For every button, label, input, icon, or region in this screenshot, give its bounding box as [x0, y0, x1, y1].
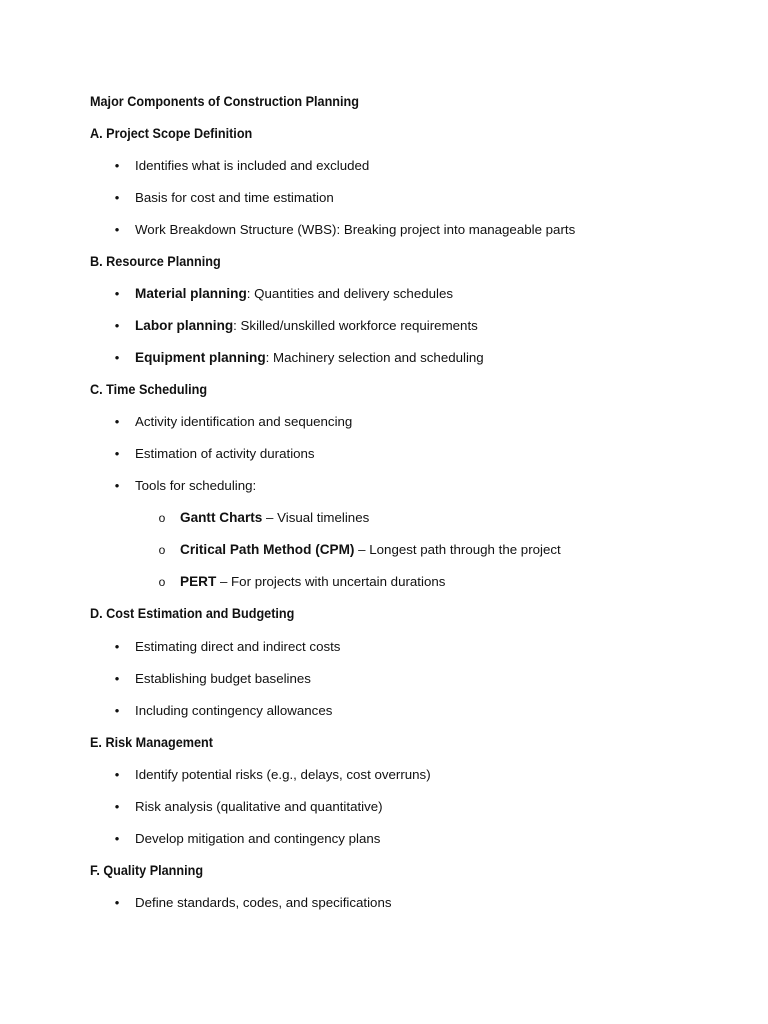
list-item-text: Identifies what is included and excluded: [135, 158, 370, 173]
bullet-marker: •: [114, 767, 120, 782]
sub-bullet-marker: o: [158, 575, 166, 589]
sub-bullet-marker: o: [158, 511, 166, 525]
bullet-marker: •: [114, 831, 120, 846]
list-item-desc: : Skilled/unskilled workforce requirements: [233, 318, 478, 333]
section-heading-risk: E. Risk Management: [90, 735, 213, 750]
bullet-marker: •: [114, 414, 120, 429]
list-item-text: Identify potential risks (e.g., delays, cost overruns): [135, 767, 431, 782]
section-heading-scope: A. Project Scope Definition: [90, 126, 253, 141]
list-item-text: Tools for scheduling:: [135, 478, 257, 493]
sub-list-item-text: [180, 539, 561, 561]
bullet-marker: •: [114, 639, 120, 654]
sub-list-item-text: [180, 507, 369, 529]
list-item-text: Basis for cost and time estimation: [135, 190, 334, 205]
sub-list-item-desc: – Visual timelines: [262, 510, 370, 525]
bullet-marker: •: [114, 671, 120, 686]
list-item-text: Estimation of activity durations: [135, 446, 315, 461]
bullet-marker: •: [114, 318, 120, 333]
bullet-marker: •: [114, 286, 120, 301]
list-item-text: Estimating direct and indirect costs: [135, 639, 341, 654]
list-item-text: Including contingency allowances: [135, 703, 333, 718]
list-item-text: Activity identification and sequencing: [135, 414, 353, 429]
section-heading-resource: B. Resource Planning: [90, 254, 221, 269]
list-item-text: [135, 283, 453, 305]
bullet-marker: •: [114, 222, 120, 237]
list-item-desc: : Quantities and delivery schedules: [246, 286, 454, 301]
section-heading-quality: F. Quality Planning: [90, 863, 204, 878]
bullet-marker: •: [114, 158, 120, 173]
bullet-marker: •: [114, 190, 120, 205]
sub-list-item-desc: – Longest path through the project: [354, 542, 561, 557]
bullet-marker: •: [114, 703, 120, 718]
bullet-marker: •: [114, 478, 120, 493]
list-item-text: Work Breakdown Structure (WBS): Breaking project into manageable parts: [135, 222, 576, 237]
bullet-marker: •: [114, 895, 120, 910]
section-heading-cost: D. Cost Estimation and Budgeting: [90, 606, 295, 621]
sub-list-item-term: Gantt Charts: [180, 510, 263, 525]
list-item-term: Equipment planning: [135, 350, 266, 365]
list-item-term: Material planning: [135, 286, 247, 301]
document-title: Major Components of Construction Planning: [90, 94, 359, 109]
list-item-text: Develop mitigation and contingency plans: [135, 831, 381, 846]
section-heading-time: C. Time Scheduling: [90, 382, 208, 397]
sub-bullet-marker: o: [158, 543, 166, 557]
list-item-text: [135, 315, 478, 337]
list-item-text: Establishing budget baselines: [135, 671, 311, 686]
bullet-marker: •: [114, 446, 120, 461]
list-item-desc: : Machinery selection and scheduling: [265, 350, 484, 365]
sub-list-item-text: [180, 571, 445, 593]
list-item-text: Risk analysis (qualitative and quantitative): [135, 799, 383, 814]
bullet-marker: •: [114, 350, 120, 365]
list-item-text: [135, 347, 484, 369]
list-item-text: Define standards, codes, and specifications: [135, 895, 392, 910]
sub-list-item-desc: – For projects with uncertain durations: [216, 574, 446, 589]
list-item-term: Labor planning: [135, 318, 234, 333]
sub-list-item-term: PERT: [180, 574, 217, 589]
bullet-marker: •: [114, 799, 120, 814]
sub-list-item-term: Critical Path Method (CPM): [180, 542, 355, 557]
